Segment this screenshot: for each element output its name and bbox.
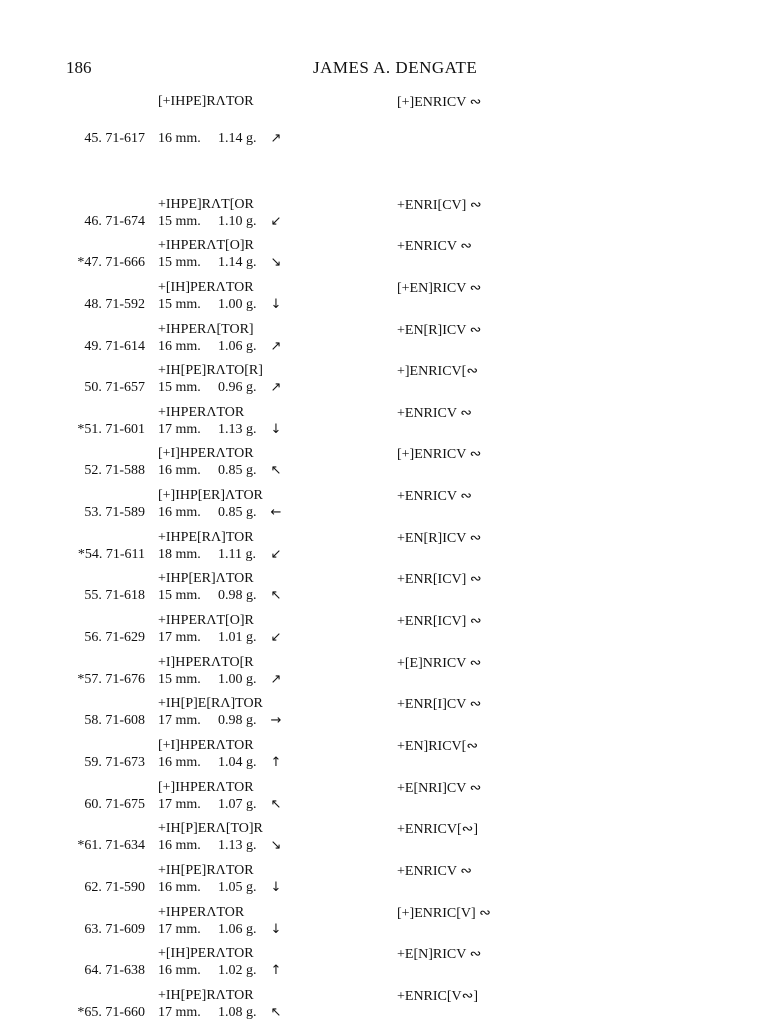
obverse-legend: [+I]HPERΛTOR	[158, 446, 254, 462]
coin-entry	[0, 780, 757, 822]
coin-diameter: 17 mm.	[158, 713, 201, 729]
arrow-icon: ↑	[270, 754, 282, 770]
coin-entry	[0, 696, 757, 738]
reverse-legend: [+]ENRIC[V] ∾	[397, 905, 491, 921]
obverse-legend: +IHPERΛ[TOR]	[158, 321, 254, 337]
catalogue-number: *57. 71-676	[77, 671, 145, 687]
obverse-legend: +[IH]PERΛTOR	[158, 279, 254, 295]
coin-diameter: 15 mm.	[158, 380, 201, 396]
arrow-icon: ↗	[270, 131, 282, 146]
coin-diameter: 17 mm.	[158, 630, 201, 646]
obverse-legend: +IHPE]RΛT[OR	[158, 196, 254, 212]
reverse-legend: +ENR[ICV] ∾	[397, 572, 482, 588]
arrow-icon: ↗	[270, 338, 282, 354]
coin-weight: 1.04 g.	[218, 754, 257, 770]
coin-diameter: 16 mm.	[158, 879, 201, 895]
coin-diameter: 16 mm.	[158, 505, 201, 521]
die-axis-nw-arrow-icon	[268, 1005, 284, 1021]
coin-weight: 1.02 g.	[218, 963, 257, 979]
coin-weight: 1.00 g.	[218, 671, 257, 687]
arrow-icon: ↓	[270, 921, 282, 937]
catalogue-number: 62. 71-590	[84, 879, 145, 895]
coin-diameter: 15 mm.	[158, 296, 201, 312]
coin-entry	[0, 280, 757, 322]
coin-weight: 1.06 g.	[218, 921, 257, 937]
die-axis-ne-arrow-icon	[268, 672, 284, 688]
coin-entry	[0, 363, 757, 405]
reverse-legend: [+]ENRICV ∾	[397, 447, 482, 463]
coin-weight: 0.98 g.	[218, 713, 257, 729]
die-axis-down-arrow-icon	[268, 422, 284, 438]
catalogue-number: 63. 71-609	[84, 921, 145, 937]
catalogue-number: 48. 71-592	[84, 296, 145, 312]
coin-entry	[0, 738, 757, 780]
die-axis-up-arrow-icon	[268, 963, 284, 979]
coin-entry	[0, 488, 757, 530]
arrow-icon: ↙	[270, 213, 282, 229]
coin-diameter: 16 mm.	[158, 131, 201, 146]
die-axis-ne-arrow-icon	[268, 131, 284, 147]
reverse-legend: +ENRI[CV] ∾	[397, 197, 482, 213]
arrow-icon: →	[270, 713, 282, 729]
reverse-legend: [+]ENRICV ∾	[397, 95, 482, 110]
coin-weight: 0.85 g.	[218, 463, 257, 479]
catalogue-number: 64. 71-638	[84, 963, 145, 979]
coin-diameter: 17 mm.	[158, 796, 201, 812]
coin-diameter: 16 mm.	[158, 838, 201, 854]
coin-entry	[0, 322, 757, 364]
coin-entry	[0, 905, 757, 947]
catalogue-number: *47. 71-666	[77, 255, 145, 271]
die-axis-left-arrow-icon	[268, 505, 284, 521]
reverse-legend: +E[NRI]CV ∾	[397, 780, 482, 796]
die-axis-ne-arrow-icon	[268, 380, 284, 396]
die-axis-nw-arrow-icon	[268, 797, 284, 813]
catalogue-number: 60. 71-675	[84, 796, 145, 812]
coin-diameter: 17 mm.	[158, 921, 201, 937]
obverse-legend: +IH[PE]RΛTOR	[158, 862, 254, 878]
reverse-legend: [+EN]RICV ∾	[397, 280, 482, 296]
coin-weight: 1.01 g.	[218, 630, 257, 646]
running-head: JAMES A. DENGATE	[313, 58, 478, 77]
catalogue-number: 46. 71-674	[84, 213, 145, 229]
coin-entry	[0, 988, 757, 1029]
coin-weight: 1.11 g.	[218, 546, 256, 562]
die-axis-down-arrow-icon	[268, 880, 284, 896]
arrow-icon: ↑	[270, 963, 282, 979]
obverse-legend: +IH[P]ERΛ[TO]R	[158, 821, 263, 837]
coin-entry	[0, 405, 757, 447]
obverse-legend: [+]IHP[ER]ΛTOR	[158, 488, 263, 504]
catalogue-number: *51. 71-601	[77, 421, 145, 437]
reverse-legend: +ENRICV ∾	[397, 239, 472, 255]
opening-legend-row	[0, 94, 757, 114]
obverse-legend: +IHPERΛTOR	[158, 904, 245, 920]
coin-entry	[0, 613, 757, 655]
reverse-legend: +E[N]RICV ∾	[397, 947, 482, 963]
coin-diameter: 15 mm.	[158, 588, 201, 604]
catalogue-number: *54. 71-611	[77, 546, 145, 562]
obverse-legend: +IH[PE]RΛTOR	[158, 987, 254, 1003]
obverse-legend: [+]IHPERΛTOR	[158, 779, 254, 795]
reverse-legend: +EN[R]ICV ∾	[397, 322, 482, 338]
coin-entry	[0, 446, 757, 488]
arrow-icon: ↖	[270, 1004, 282, 1020]
catalogue-number: 56. 71-629	[84, 630, 145, 646]
catalogue-number: 45. 71-617	[84, 131, 145, 146]
catalogue-number: 58. 71-608	[84, 713, 145, 729]
obverse-legend: +IHPERΛT[O]R	[158, 238, 254, 254]
coin-weight: 1.06 g.	[218, 338, 257, 354]
coin-entry	[0, 197, 757, 239]
coin-weight: 1.07 g.	[218, 796, 257, 812]
die-axis-se-arrow-icon	[268, 838, 284, 854]
arrow-icon: ←	[270, 505, 282, 521]
arrow-icon: ↙	[270, 630, 282, 646]
coin-weight: 1.08 g.	[218, 1004, 257, 1020]
coin-diameter: 15 mm.	[158, 213, 201, 229]
coin-entry	[0, 821, 757, 863]
reverse-legend: +ENRIC[V∾]	[397, 988, 479, 1004]
reverse-legend: +[E]NRICV ∾	[397, 655, 482, 671]
arrow-icon: ↗	[270, 380, 282, 396]
coin-weight: 1.00 g.	[218, 296, 257, 312]
obverse-legend: +[IH]PERΛTOR	[158, 946, 254, 962]
die-axis-sw-arrow-icon	[268, 630, 284, 646]
coin-diameter: 15 mm.	[158, 255, 201, 271]
arrow-icon: ↘	[270, 838, 282, 854]
coin-weight: 1.13 g.	[218, 421, 257, 437]
coin-entry	[0, 131, 757, 197]
obverse-legend: [+I]HPERΛTOR	[158, 737, 254, 753]
obverse-legend: +IHPERΛTOR	[158, 404, 245, 420]
die-axis-se-arrow-icon	[268, 255, 284, 271]
die-axis-down-arrow-icon	[268, 922, 284, 938]
coin-weight: 1.14 g.	[218, 255, 257, 271]
obverse-legend: +IHP[ER]ΛTOR	[158, 571, 254, 587]
coin-weight: 0.96 g.	[218, 380, 257, 396]
catalogue-number: 53. 71-589	[84, 505, 145, 521]
reverse-legend: +ENR[I]CV ∾	[397, 697, 482, 713]
coin-weight: 0.98 g.	[218, 588, 257, 604]
reverse-legend: +ENRICV[∾]	[397, 822, 479, 838]
die-axis-right-arrow-icon	[268, 713, 284, 729]
arrow-icon: ↙	[270, 546, 282, 562]
catalogue-number: 52. 71-588	[84, 463, 145, 479]
reverse-legend: +]ENRICV[∾	[397, 364, 479, 380]
obverse-legend: +IHPERΛT[O]R	[158, 613, 254, 629]
coin-entry	[0, 655, 757, 697]
arrow-icon: ↘	[270, 255, 282, 271]
coin-diameter: 16 mm.	[158, 338, 201, 354]
die-axis-sw-arrow-icon	[268, 214, 284, 230]
die-axis-up-arrow-icon	[268, 755, 284, 771]
obverse-legend: +I]HPERΛTO[R	[158, 654, 254, 670]
coin-entry	[0, 863, 757, 905]
catalogue-number: 49. 71-614	[84, 338, 145, 354]
coin-diameter: 15 mm.	[158, 671, 201, 687]
coin-entry	[0, 530, 757, 572]
arrow-icon: ↖	[270, 588, 282, 604]
coin-entry	[0, 946, 757, 988]
coin-catalogue-list	[0, 131, 757, 1029]
coin-diameter: 17 mm.	[158, 421, 201, 437]
reverse-legend: +ENRICV ∾	[397, 489, 472, 505]
reverse-legend: +ENRICV ∾	[397, 405, 472, 421]
coin-weight: 1.13 g.	[218, 838, 257, 854]
coin-diameter: 18 mm.	[158, 546, 201, 562]
arrow-icon: ↖	[270, 463, 282, 479]
catalogue-number: 59. 71-673	[84, 754, 145, 770]
coin-weight: 1.14 g.	[218, 131, 257, 146]
catalogue-number: 50. 71-657	[84, 380, 145, 396]
die-axis-nw-arrow-icon	[268, 463, 284, 479]
catalogue-number: 55. 71-618	[84, 588, 145, 604]
coin-weight: 0.85 g.	[218, 505, 257, 521]
obverse-legend: +IHPE[RΛ]TOR	[158, 529, 254, 545]
coin-diameter: 17 mm.	[158, 1004, 201, 1020]
coin-diameter: 16 mm.	[158, 754, 201, 770]
catalogue-number: *61. 71-634	[77, 838, 145, 854]
catalogue-number: *65. 71-660	[77, 1004, 145, 1020]
reverse-legend: +ENR[ICV] ∾	[397, 614, 482, 630]
coin-entry	[0, 238, 757, 280]
obverse-legend: +IH[P]E[RΛ]TOR	[158, 696, 263, 712]
page-number: 186	[66, 58, 92, 77]
obverse-legend: [+IHPE]RΛTOR	[158, 94, 254, 109]
arrow-icon: ↓	[270, 421, 282, 437]
die-axis-down-arrow-icon	[268, 297, 284, 313]
arrow-icon: ↓	[270, 296, 282, 312]
reverse-legend: +EN]RICV[∾	[397, 738, 479, 754]
arrow-icon: ↓	[270, 879, 282, 895]
die-axis-sw-arrow-icon	[268, 547, 284, 563]
coin-entry	[0, 571, 757, 613]
coin-weight: 1.05 g.	[218, 879, 257, 895]
coin-weight: 1.10 g.	[218, 213, 257, 229]
obverse-legend: +IH[PE]RΛTO[R]	[158, 363, 263, 379]
coin-diameter: 16 mm.	[158, 463, 201, 479]
arrow-icon: ↗	[270, 671, 282, 687]
arrow-icon: ↖	[270, 796, 282, 812]
die-axis-nw-arrow-icon	[268, 588, 284, 604]
coin-diameter: 16 mm.	[158, 963, 201, 979]
die-axis-ne-arrow-icon	[268, 339, 284, 355]
reverse-legend: +ENRICV ∾	[397, 863, 472, 879]
reverse-legend: +EN[R]ICV ∾	[397, 530, 482, 546]
